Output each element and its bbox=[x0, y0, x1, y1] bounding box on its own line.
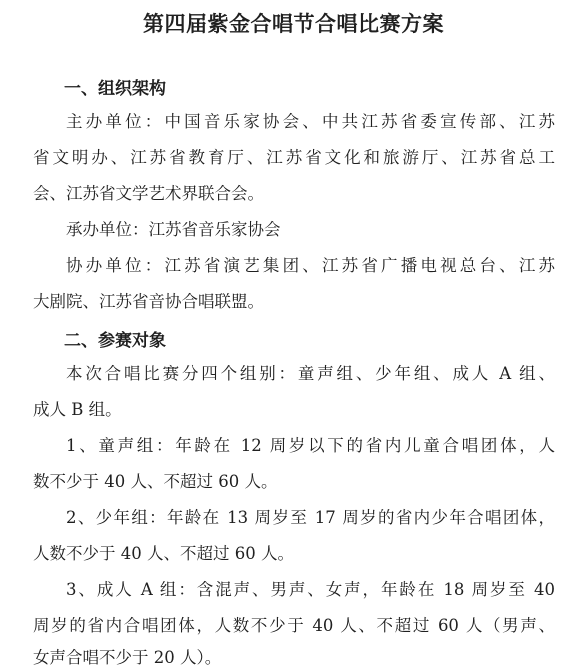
paragraph-line: 成人 B 组。 bbox=[33, 400, 122, 419]
paragraph-line: 省文明办、江苏省教育厅、江苏省文化和旅游厅、江苏省总工 bbox=[33, 148, 555, 167]
paragraph-line: 会、江苏省文学艺术界联合会。 bbox=[33, 184, 264, 203]
paragraph-line: 协办单位：江苏省演艺集团、江苏省广播电视总台、江苏 bbox=[66, 256, 555, 275]
paragraph-line: 主办单位：中国音乐家协会、中共江苏省委宣传部、江苏 bbox=[66, 112, 555, 131]
paragraph-line: 大剧院、江苏省音协合唱联盟。 bbox=[33, 292, 264, 311]
paragraph-line: 2、少年组：年龄在 13 周岁至 17 周岁的省内少年合唱团体， bbox=[66, 508, 555, 527]
paragraph-line: 周岁的省内合唱团体，人数不少于 40 人、不超过 60 人（男声、 bbox=[33, 616, 555, 635]
paragraph-line: 1、童声组：年龄在 12 周岁以下的省内儿童合唱团体，人 bbox=[66, 436, 555, 455]
paragraph-line: 本次合唱比赛分四个组别：童声组、少年组、成人 A 组、 bbox=[66, 364, 555, 383]
paragraph-line: 人数不少于 40 人、不超过 60 人。 bbox=[33, 544, 294, 563]
paragraph-line: 女声合唱不少于 20 人）。 bbox=[33, 648, 222, 667]
paragraph-line: 数不少于 40 人、不超过 60 人。 bbox=[33, 472, 278, 491]
section-heading-organization: 一、组织架构 bbox=[64, 79, 166, 99]
paragraph-line: 承办单位：江苏省音乐家协会 bbox=[66, 220, 281, 239]
document-title: 第四届紫金合唱节合唱比赛方案 bbox=[143, 12, 444, 36]
section-heading-participants: 二、参赛对象 bbox=[64, 331, 166, 351]
paragraph-line: 3、成人 A 组：含混声、男声、女声，年龄在 18 周岁至 40 bbox=[66, 580, 555, 599]
